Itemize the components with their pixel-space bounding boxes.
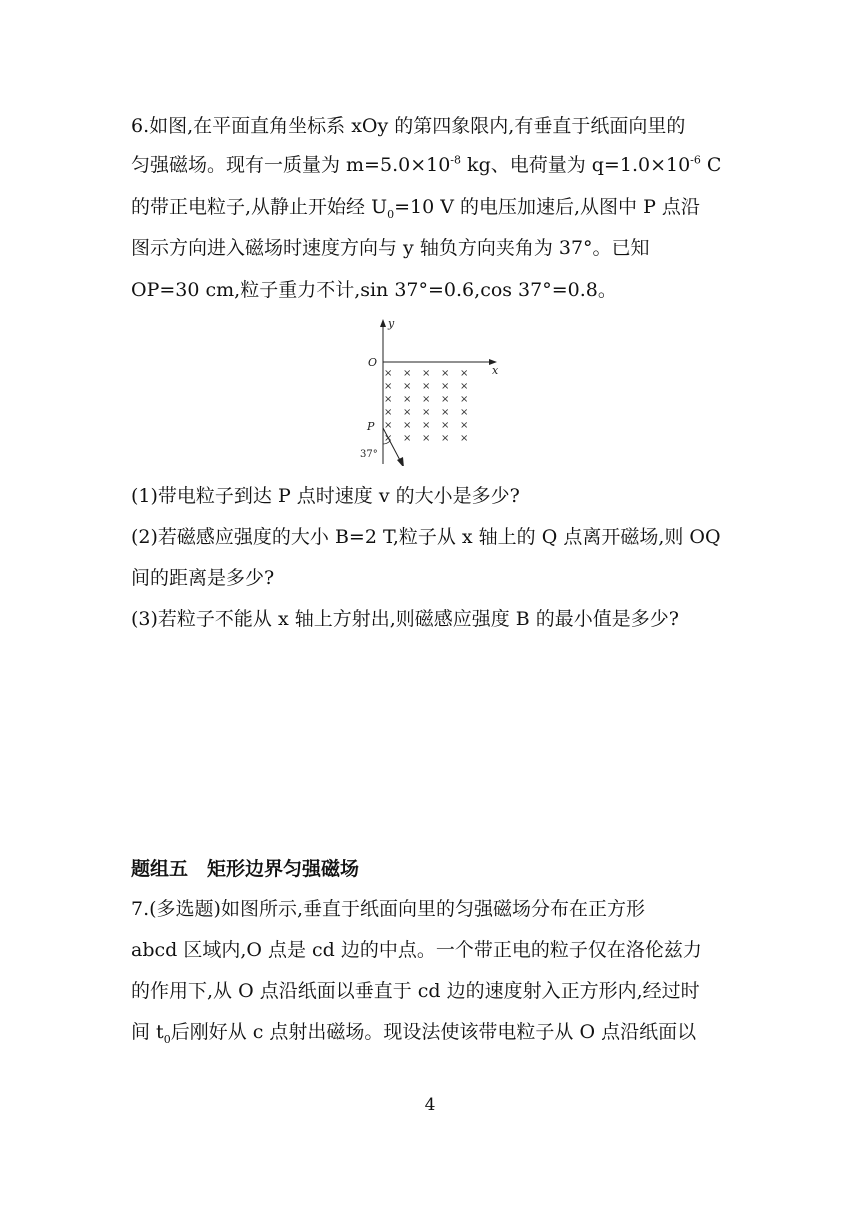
magnetic-field-figure (354, 316, 514, 466)
q6-line-4: 图示方向进入磁场时速度方向与 y 轴负方向夹角为 37°。已知 (131, 237, 650, 259)
field-cross: × (460, 433, 469, 444)
q7-line-1: 7.(多选题)如图所示,垂直于纸面向里的匀强磁场分布在正方形 (131, 898, 645, 920)
field-cross: × (384, 381, 393, 392)
field-cross: × (384, 407, 393, 418)
field-cross: × (384, 420, 393, 431)
field-cross: × (403, 394, 412, 405)
field-cross: × (384, 433, 393, 444)
q6-line-1: 6.如图,在平面直角坐标系 xOy 的第四象限内,有垂直于纸面向里的 (131, 115, 686, 137)
field-cross: × (422, 407, 431, 418)
field-cross: × (403, 420, 412, 431)
field-cross: × (403, 407, 412, 418)
field-cross: × (441, 381, 450, 392)
field-cross: × (460, 407, 469, 418)
q6-line-2 (131, 153, 721, 177)
q7-line-4 (131, 1020, 696, 1044)
q6-subq-2-line-1: (2)若磁感应强度的大小 B=2 T,粒子从 x 轴上的 Q 点离开磁场,则 OQ (131, 526, 721, 548)
q6-line-2-text-a: 匀强磁场。现有一质量为 m=5.0×10 (131, 154, 451, 176)
field-cross: × (403, 433, 412, 444)
field-cross: × (460, 394, 469, 405)
field-cross: × (441, 368, 450, 379)
q6-line-2-text-c: C (700, 154, 722, 176)
subscript-u: 0 (387, 207, 395, 221)
q6-subq-3: (3)若粒子不能从 x 轴上方射出,则磁感应强度 B 的最小值是多少? (131, 608, 679, 630)
field-cross: × (384, 394, 393, 405)
field-crosses (384, 368, 468, 444)
q6-line-3-text-b: =10 V 的电压加速后,从图中 P 点沿 (394, 196, 700, 218)
label-angle: 37° (360, 449, 378, 460)
q6-line-3-text-a: 的带正电粒子,从静止开始经 U (131, 196, 388, 218)
field-cross: × (403, 368, 412, 379)
subscript-t: 0 (163, 1032, 171, 1046)
field-cross: × (384, 368, 393, 379)
field-cross: × (422, 420, 431, 431)
q7-line-3: 的作用下,从 O 点沿纸面以垂直于 cd 边的速度射入正方形内,经过时 (131, 980, 700, 1002)
field-cross: × (403, 381, 412, 392)
field-cross: × (460, 420, 469, 431)
label-p: P (367, 420, 375, 433)
velocity-arrow-head (397, 457, 404, 466)
q6-line-3 (131, 195, 700, 219)
field-cross: × (441, 407, 450, 418)
q6-line-2-text-b: kg、电荷量为 q=1.0×10 (461, 154, 691, 176)
field-cross: × (422, 381, 431, 392)
label-y: y (388, 317, 395, 330)
exponent-mass: -8 (450, 153, 462, 167)
field-cross: × (422, 394, 431, 405)
section-title: 题组五 矩形边界匀强磁场 (131, 858, 360, 880)
q6-subq-1: (1)带电粒子到达 P 点时速度 v 的大小是多少? (131, 485, 520, 507)
field-cross: × (422, 433, 431, 444)
field-cross: × (441, 433, 450, 444)
q7-line-2: abcd 区域内,O 点是 cd 边的中点。一个带正电的粒子仅在洛伦兹力 (131, 939, 702, 961)
q7-line-4-text-b: 后刚好从 c 点射出磁场。现设法使该带电粒子从 O 点沿纸面以 (170, 1021, 697, 1043)
field-cross: × (460, 368, 469, 379)
field-cross: × (441, 420, 450, 431)
exponent-charge: -6 (690, 153, 701, 167)
y-axis-arrow (380, 319, 386, 327)
q6-line-5: OP=30 cm,粒子重力不计,sin 37°=0.6,cos 37°=0.8。 (131, 279, 617, 301)
field-cross: × (460, 381, 469, 392)
label-o: O (368, 356, 378, 369)
field-cross: × (441, 394, 450, 405)
label-x: x (492, 364, 499, 377)
q6-subq-2-line-2: 间的距离是多少? (131, 567, 275, 589)
q7-line-4-text-a: 间 t (131, 1021, 164, 1043)
field-cross: × (422, 368, 431, 379)
page-number: 4 (424, 1095, 436, 1115)
